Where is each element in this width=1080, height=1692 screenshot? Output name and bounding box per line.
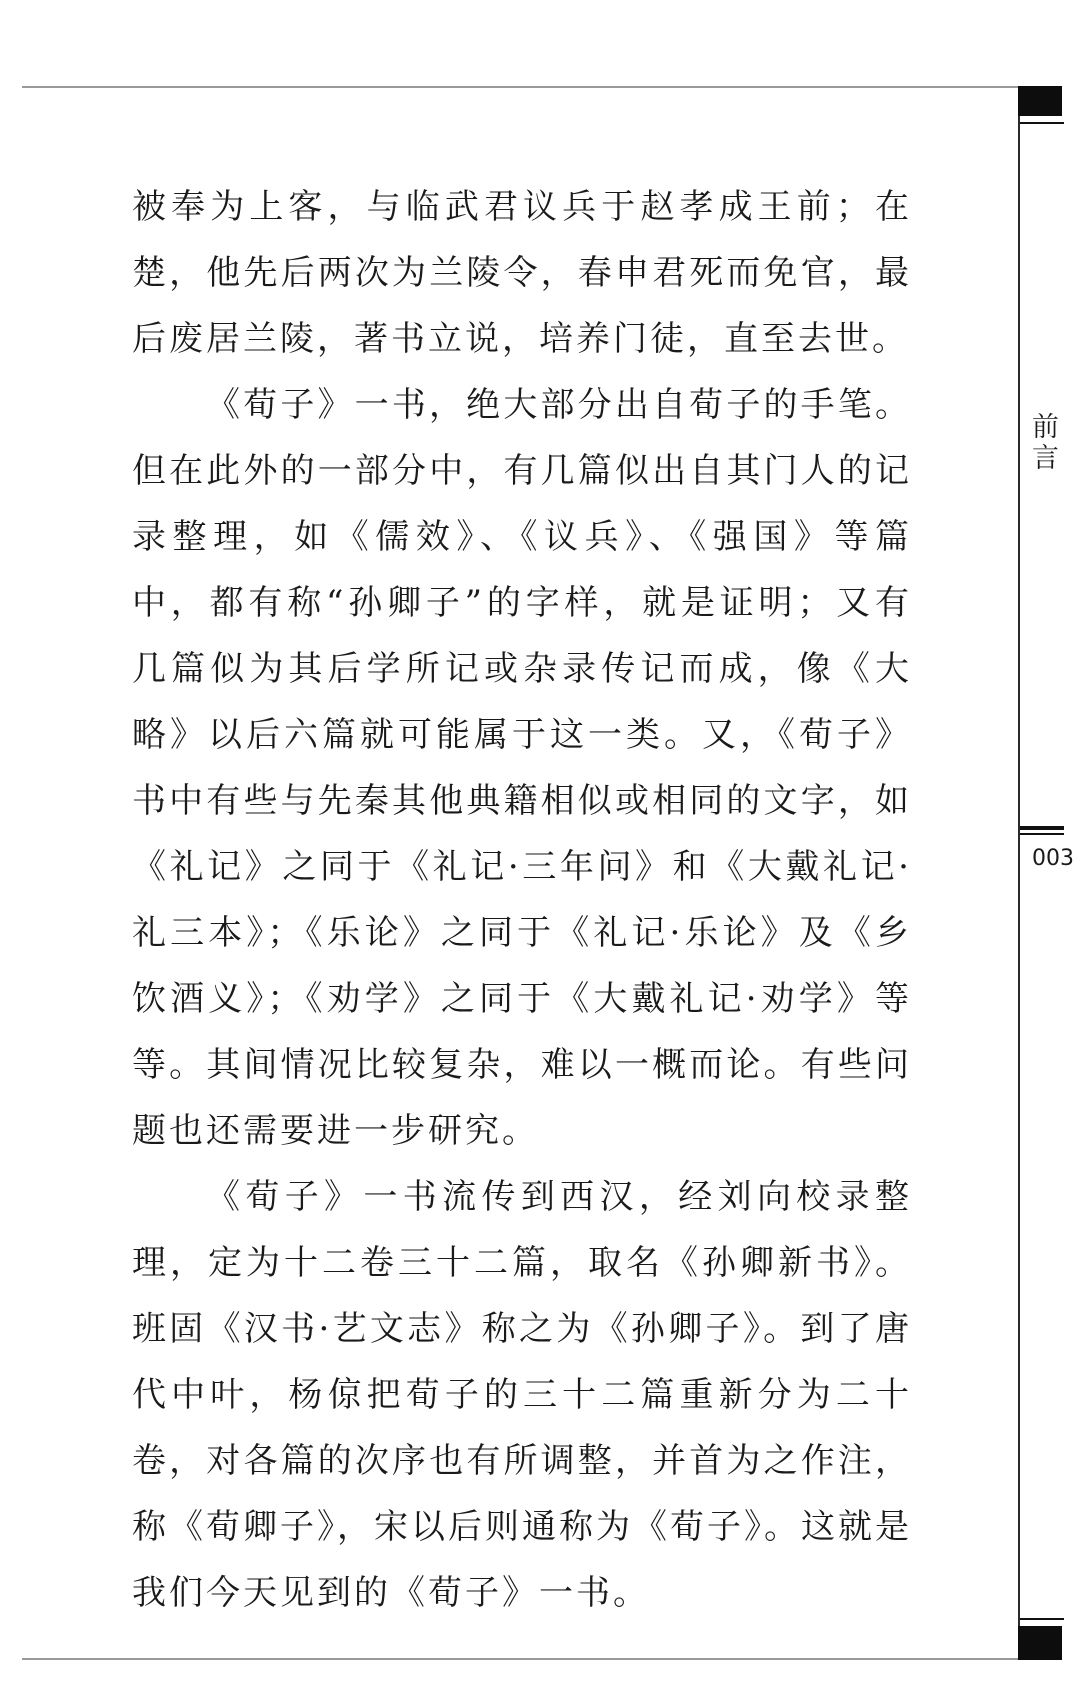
edge-tab-bottom — [1018, 1626, 1062, 1660]
body-text — [132, 174, 912, 1626]
bottom-rule — [22, 1658, 1022, 1660]
paragraph-2: 《荀子》一书，绝大部分出自荀子的手笔。但在此外的一部分中，有几篇似出自其门人的记录整理，如《儒效》、《议兵》、《强国》等篇中，都有称“孙卿子”的字样，就是证明；又有几篇似为其后学所记或杂录传记而成，像《大略》以后六篇就可能属于这一类。又，《荀子》书中有些与先秦其他典籍相似或相同的文字，如《礼记》之同于《礼记·三年问》和《大戴礼记·礼三本》；《乐论》之同于《礼记·乐论》及《乡饮酒义》；《劝学》之同于《大戴礼记·劝学》等等。其间情况比较复杂，难以一概而论。有些问题也还需要进一步研究。 — [132, 385, 912, 1151]
edge-tab-bottom-rule — [1020, 1618, 1064, 1620]
top-rule — [22, 86, 1022, 88]
section-title: 前言 — [1027, 412, 1058, 474]
edge-tab-mid-rule-thin — [1020, 833, 1064, 835]
page-number: 003 — [1032, 846, 1074, 871]
paragraph-3: 《荀子》一书流传到西汉，经刘向校录整理，定为十二卷三十二篇，取名《孙卿新书》。班固《汉书·艺文志》称之为《孙卿子》。到了唐代中叶，杨倞把荀子的三十二篇重新分为二十卷，对各篇的次序也有所调整，并首为之作注，称《荀卿子》，宋以后则通称为《荀子》。这就是我们今天见到的《荀子》一书。 — [132, 1177, 912, 1613]
page-edge-line — [1018, 86, 1020, 1660]
edge-tab-top-rule — [1020, 122, 1064, 124]
edge-tab-mid-rule — [1020, 826, 1064, 830]
paragraph-1: 被奉为上客，与临武君议兵于赵孝成王前；在楚，他先后两次为兰陵令，春申君死而免官，最后废居兰陵，著书立说，培养门徒，直至去世。 — [132, 187, 912, 359]
edge-tab-top — [1018, 86, 1062, 116]
